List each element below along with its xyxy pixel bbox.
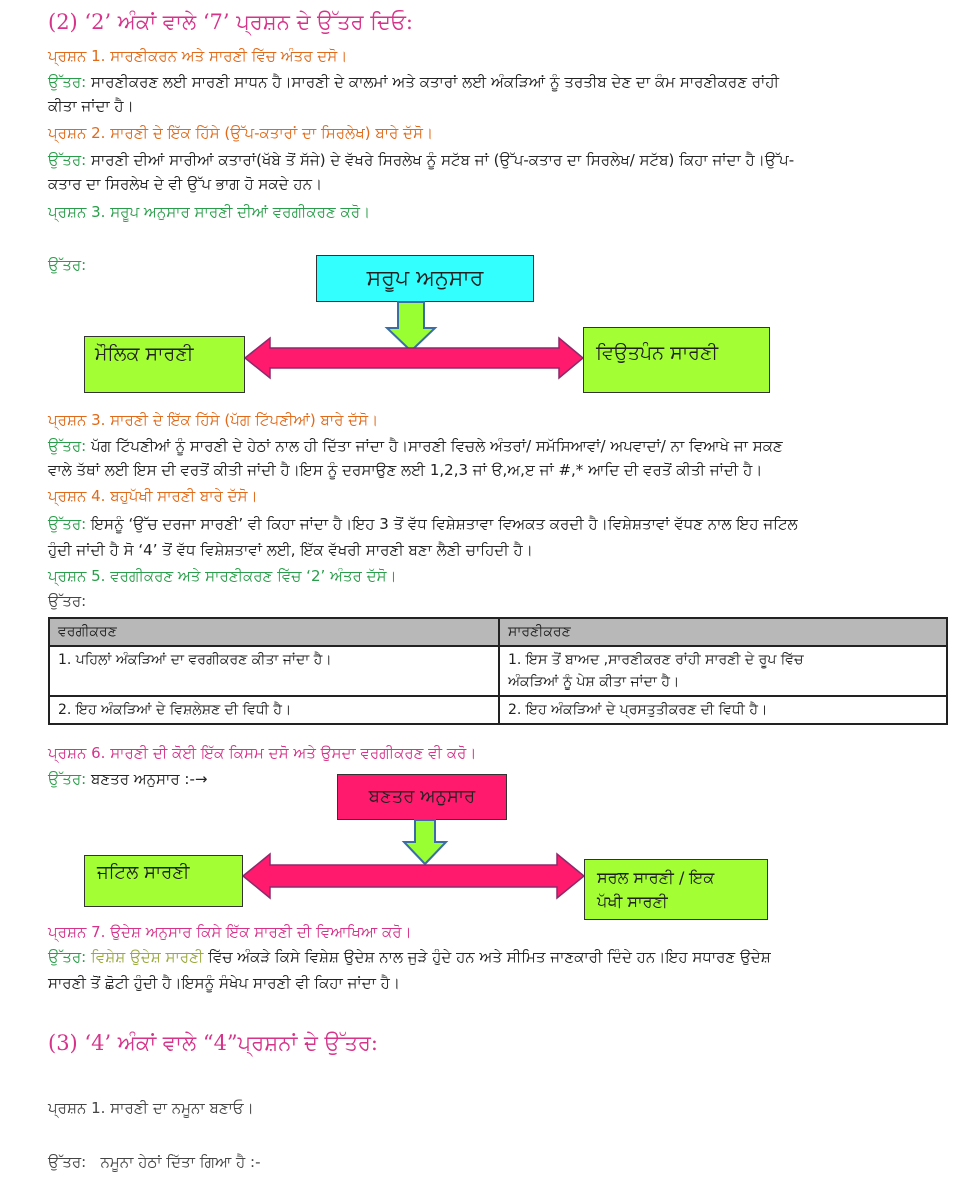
table-cell: 1. ਇਸ ਤੋਂ ਬਾਅਦ ,ਸਾਰਣੀਕਰਣ ਰਾਂਹੀ ਸਾਰਣੀ ਦੇ ਰੂਪ ਵਿੱਚ ਅੰਕੜਿਆਂ ਨੂੰ ਪੇਸ਼ ਕੀਤਾ ਜਾਂਦਾ ਹੈ। (499, 646, 947, 696)
question-6: ਪ੍ਰਸ਼ਨ 6. ਸਾਰਣੀ ਦੀ ਕੋਈ ਇੱਕ ਕਿਸਮ ਦਸੋ ਅਤੇ ਉਸਦਾ ਵਰਗੀਕਰਣ ਵੀ ਕਰੋ। (48, 744, 477, 762)
diagram2-top-box: ਬਣਤਰ ਅਨੁਸਾਰ (337, 774, 507, 820)
answer-7-line-2: ਸਾਰਣੀ ਤੋਂ ਛੋਟੀ ਹੁੰਦੀ ਹੈ।ਇਸਨੂੰ ਸੰਖੇਪ ਸਾਰਣੀ ਵੀ ਕਿਹਾ ਜਾਂਦਾ ਹੈ। (48, 974, 400, 992)
question-3: ਪ੍ਰਸ਼ਨ 3. ਸਰੂਪ ਅਨੁਸਾਰ ਸਾਰਣੀ ਦੀਆਂ ਵਰਗੀਕਰਣ ਕਰੋ। (48, 203, 371, 221)
diagram1-top-box: ਸਰੂਪ ਅਨੁਸਾਰ (316, 255, 534, 302)
table-header-cell: ਸਾਰਣੀਕਰਣ (499, 618, 947, 646)
question-5: ਪ੍ਰਸ਼ਨ 5. ਵਰਗੀਕਰਣ ਅਤੇ ਸਾਰਣੀਕਰਣ ਵਿੱਚ ‘2’ ਅੰਤਰ ਦੱਸੋ। (48, 567, 397, 585)
section-3-answer-1: ਉੱਤਰ: ਨਮੂਨਾ ਹੇਠਾਂ ਦਿੱਤਾ ਗਿਆ ਹੈ :- (48, 1153, 261, 1171)
section-2-title: (2) ‘2’ ਅੰਕਾਂ ਵਾਲੇ ‘7’ ਪ੍ਰਸ਼ਨ ਦੇ ਉੱਤਰ ਦਿਓ: (48, 10, 413, 34)
down-arrow-icon (404, 820, 446, 864)
answer-label: ਉੱਤਰ: (48, 437, 87, 455)
answer-6: ਉੱਤਰ: ਬਣਤਰ ਅਨੁਸਾਰ :-→ (48, 770, 208, 788)
answer-2-line-2: ਕਤਾਰ ਦਾ ਸਿਰਲੇਖ ਦੇ ਵੀ ਉੱਪ ਭਾਗ ਹੋ ਸਕਦੇ ਹਨ। (48, 175, 323, 193)
answer-3-label: ਉੱਤਰ: (48, 256, 87, 274)
answer-1-line-2: ਕੀਤਾ ਜਾਂਦਾ ਹੈ। (48, 97, 134, 115)
question-1: ਪ੍ਰਸ਼ਨ 1. ਸਾਰਣੀਕਰਨ ਅਤੇ ਸਾਰਣੀ ਵਿੱਚ ਅੰਤਰ ਦਸੋ। (48, 47, 348, 65)
answer-7-line-1: ਉੱਤਰ: ਵਿਸ਼ੇਸ਼ ਉਦੇਸ਼ ਸਾਰਣੀ ਵਿੱਚ ਅੰਕੜੇ ਕਿਸੇ ਵਿਸ਼ੇਸ਼ ਉਦੇਸ਼ ਨਾਲ ਜੁੜੇ ਹੁੰਦੇ ਹਨ ਅਤੇ ਸੀਮਿਤ ਜਾਣਕਾਰੀ ਦਿੰਦੇ ਹਨ।ਇਹ ਸਧਾਰਣ ਉਦੇਸ਼ (48, 948, 771, 966)
answer-4-line-1: ਉੱਤਰ: ਇਸਨੂੰ ‘ਉੱਚ ਦਰਜਾ ਸਾਰਣੀ’ ਵੀ ਕਿਹਾ ਜਾਂਦਾ ਹੈ।ਇਹ 3 ਤੋਂ ਵੱਧ ਵਿਸ਼ੇਸ਼ਤਾਵਾ ਵਿਅਕਤ ਕਰਦੀ ਹੈ।ਵਿਸ਼ੇਸ਼ਤਾਵਾਂ ਵੱਧਣ ਨਾਲ ਇਹ ਜਟਿਲ (48, 515, 798, 533)
highlight-term: ਵਿਸ਼ੇਸ਼ ਉਦੇਸ਼ ਸਾਰਣੀ (90, 948, 204, 966)
section-3-title: (3) ‘4’ ਅੰਕਾਂ ਵਾਲੇ “4”ਪ੍ਰਸ਼ਨਾਂ ਦੇ ਉੱਤਰ: (48, 1031, 378, 1055)
table-cell: 2. ਇਹ ਅੰਕੜਿਆਂ ਦੇ ਵਿਸ਼ਲੇਸ਼ਣ ਦੀ ਵਿਧੀ ਹੈ। (49, 696, 499, 724)
question-4: ਪ੍ਰਸ਼ਨ 4. ਬਹੁਪੱਖੀ ਸਾਰਣੀ ਬਾਰੇ ਦੱਸੋ। (48, 487, 258, 505)
question-2: ਪ੍ਰਸ਼ਨ 2. ਸਾਰਣੀ ਦੇ ਇੱਕ ਹਿੱਸੇ (ਉੱਪ-ਕਤਾਰਾਂ ਦਾ ਸਿਰਲੇਖ) ਬਾਰੇ ਦੱਸੋ। (48, 124, 434, 142)
section-3-question-1: ਪ੍ਰਸ਼ਨ 1. ਸਾਰਣੀ ਦਾ ਨਮੂਨਾ ਬਣਾਓ। (48, 1099, 254, 1117)
table-cell: 1. ਪਹਿਲਾਂ ਅੰਕੜਿਆਂ ਦਾ ਵਰਗੀਕਰਣ ਕੀਤਾ ਜਾਂਦਾ ਹੈ। (49, 646, 499, 696)
question-7: ਪ੍ਰਸ਼ਨ 7. ਉਦੇਸ਼ ਅਨੁਸਾਰ ਕਿਸੇ ਇੱਕ ਸਾਰਣੀ ਦੀ ਵਿਆਖਿਆ ਕਰੋ। (48, 923, 412, 941)
diagram2-right-box: ਸਰਲ ਸਾਰਣੀ / ਇਕ ਪੱਖੀ ਸਾਰਣੀ (584, 859, 768, 920)
diagram1-right-box: ਵਿਉਤਪੰਨ ਸਾਰਣੀ (583, 327, 770, 393)
answer-4-line-2: ਹੁੰਦੀ ਜਾਂਦੀ ਹੈ ਸੋ ‘4’ ਤੋਂ ਵੱਧ ਵਿਸ਼ੇਸ਼ਤਾਵਾਂ ਲਈ, ਇੱਕ ਵੱਖਰੀ ਸਾਰਣੀ ਬਣਾ ਲੈਣੀ ਚਾਹਿਦੀ ਹੈ। (48, 541, 533, 559)
answer-label: ਉੱਤਰ: (48, 515, 87, 533)
answer-1-line-1: ਉੱਤਰ: ਸਾਰਣੀਕਰਣ ਲਈ ਸਾਰਣੀ ਸਾਧਨ ਹੈ।ਸਾਰਣੀ ਦੇ ਕਾਲਮਾਂ ਅਤੇ ਕਤਾਰਾਂ ਲਈ ਅੰਕੜਿਆਂ ਨੂੰ ਤਰਤੀਬ ਦੇਣ ਦਾ ਕੰਮ ਸਾਰਣੀਕਰਣ ਰਾਂਹੀ (48, 73, 780, 91)
diagram1-left-box: ਮੌਲਿਕ ਸਾਰਣੀ (84, 336, 245, 393)
answer-label: ਉੱਤਰ: (48, 770, 87, 788)
table-header-cell: ਵਰਗੀਕਰਣ (49, 618, 499, 646)
answer-3b-line-2: ਵਾਲੇ ਤੱਥਾਂ ਲਈ ਇਸ ਦੀ ਵਰਤੋਂ ਕੀਤੀ ਜਾਂਦੀ ਹੈ।ਇਸ ਨੂੰ ਦਰਸਾਉਣ ਲਈ 1,2,3 ਜਾਂ ੳ,ਅ,ੲ ਜਾਂ #,* ਆਦਿ ਦੀ ਵਰਤੋਂ ਕੀਤੀ ਜਾਂਦੀ ਹੈ। (48, 461, 763, 479)
answer-label: ਉੱਤਰ: (48, 948, 87, 966)
table-cell: 2. ਇਹ ਅੰਕੜਿਆਂ ਦੇ ਪ੍ਰਸਤੁਤੀਕਰਣ ਦੀ ਵਿਧੀ ਹੈ। (499, 696, 947, 724)
double-arrow-icon (243, 854, 584, 898)
answer-3b-line-1: ਉੱਤਰ: ਪੱਗ ਟਿੱਪਣੀਆਂ ਨੂੰ ਸਾਰਣੀ ਦੇ ਹੇਠਾਂ ਨਾਲ ਹੀ ਦਿੱਤਾ ਜਾਂਦਾ ਹੈ।ਸਾਰਣੀ ਵਿਚਲੇ ਅੰਤਰਾਂ/ ਸਮੱਸਿਆਵਾਂ/ ਅਪਵਾਦਾਂ/ ਨਾ ਵਿਆਖੇ ਜਾ ਸਕਣ (48, 437, 783, 455)
question-3b: ਪ੍ਰਸ਼ਨ 3. ਸਾਰਣੀ ਦੇ ਇੱਕ ਹਿੱਸੇ (ਪੱਗ ਟਿੱਪਣੀਆਂ) ਬਾਰੇ ਦੱਸੋ। (48, 411, 379, 429)
diagram2-left-box: ਜਟਿਲ ਸਾਰਣੀ (84, 855, 243, 907)
answer-2-line-1: ਉੱਤਰ: ਸਾਰਣੀ ਦੀਆਂ ਸਾਰੀਆਂ ਕਤਾਰਾਂ(ਖੱਬੇ ਤੋਂ ਸੱਜੇ) ਦੇ ਵੱਖਰੇ ਸਿਰਲੇਖ ਨੂੰ ਸਟੱਬ ਜਾਂ (ਉੱਪ-ਕਤਾਰ ਦਾ ਸਿਰਲੇਖ/ ਸਟੱਬ) ਕਿਹਾ ਜਾਂਦਾ ਹੈ।ਉੱਪ- (48, 151, 795, 169)
answer-label: ਉੱਤਰ: (48, 73, 87, 91)
answer-label: ਉੱਤਰ: (48, 151, 87, 169)
answer-5-label: ਉੱਤਰ: (48, 592, 87, 610)
